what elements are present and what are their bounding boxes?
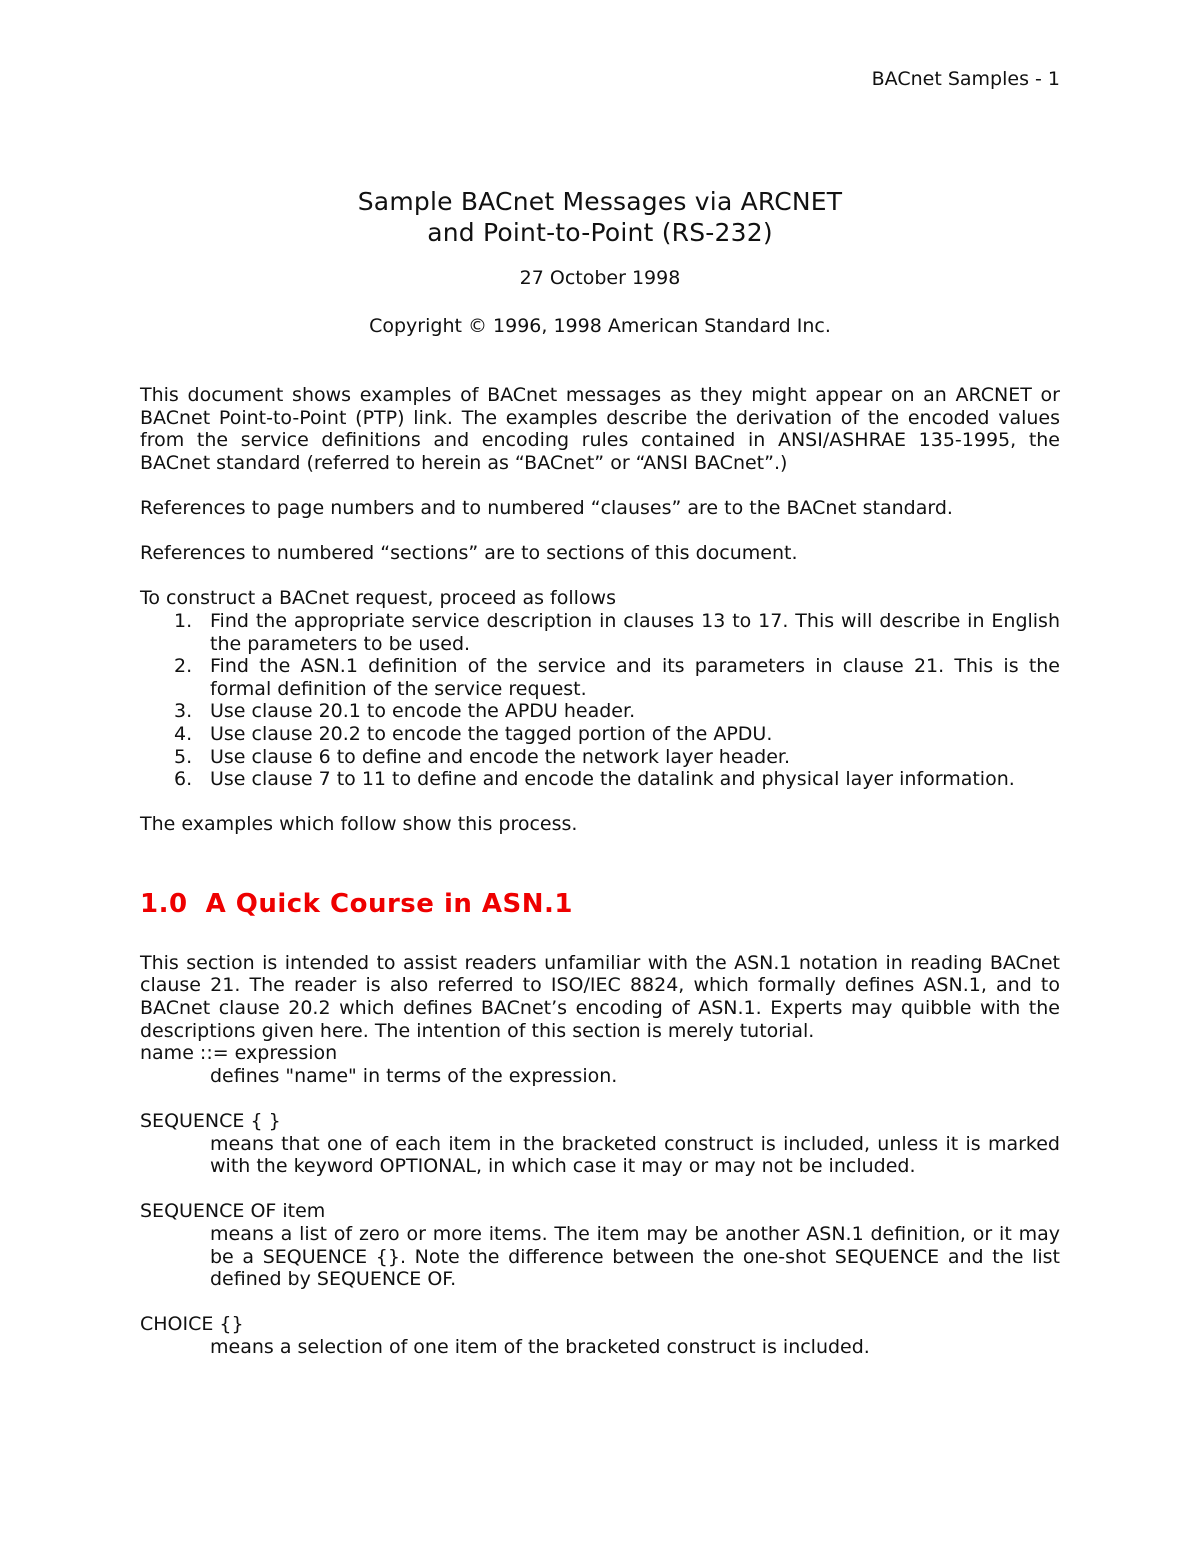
section-paragraph-1: This section is intended to assist readers unfamiliar with the ASN.1 notation in reading BACnet clause 21. The reader is also referred to ISO/IEC 8824, which formally defines ASN.1, and to BACnet clause 20.2 which defines BACnet’s encoding of ASN.1. Experts may quibble with the descriptions given here. The intention of this section is merely tutorial.: [140, 951, 1060, 1042]
definition-term: name ::= expression: [140, 1042, 338, 1065]
document-body: [140, 384, 1060, 1359]
step-number: 6.: [174, 768, 193, 791]
step-text: Use clause 20.2 to encode the tagged portion of the APDU.: [210, 722, 773, 745]
definition-description: defines "name" in terms of the expression.: [210, 1064, 618, 1087]
step-text: Use clause 7 to 11 to define and encode the datalink and physical layer information.: [210, 768, 1015, 791]
step-number: 3.: [174, 700, 193, 723]
document-page: [140, 0, 1060, 1553]
list-item: [140, 723, 1060, 746]
step-text: Use clause 20.1 to encode the APDU header.: [210, 700, 636, 723]
definition-term: SEQUENCE { }: [140, 1110, 281, 1133]
list-item: [140, 700, 1060, 723]
step-number: 1.: [174, 609, 193, 632]
copyright-notice: Copyright © 1996, 1998 American Standard Inc.: [369, 314, 831, 337]
list-item: [140, 610, 1060, 655]
step-text: Find the appropriate service description in clauses 13 to 17. This will describe in English the parameters to be used.: [210, 609, 1060, 655]
document-title: [140, 186, 1060, 248]
intro-paragraph-3: References to numbered “sections” are to sections of this document.: [140, 542, 798, 565]
procedure-steps: [140, 610, 1060, 791]
step-number: 2.: [174, 655, 193, 678]
title-block: [140, 186, 1060, 337]
step-text: Use clause 6 to define and encode the network layer header.: [210, 745, 791, 768]
step-text: Find the ASN.1 definition of the service and its parameters in clause 21. This is the formal definition of the service request.: [210, 655, 1060, 700]
definition-description: means that one of each item in the bracketed construct is included, unless it is marked with the keyword OPTIONAL, in which case it may or may not be included.: [210, 1132, 1060, 1178]
running-header: BACnet Samples - 1: [871, 68, 1060, 90]
section-number: 1.0: [140, 888, 188, 919]
section-heading: [140, 888, 1060, 920]
title-line-2: and Point-to-Point (RS-232): [427, 218, 773, 247]
intro-paragraph-2: References to page numbers and to numbered “clauses” are to the BACnet standard.: [140, 496, 953, 519]
definition-term: CHOICE {}: [140, 1313, 244, 1336]
list-item: [140, 746, 1060, 769]
list-item: [140, 768, 1060, 791]
intro-paragraph-1: This document shows examples of BACnet messages as they might appear on an ARCNET or BACnet Point-to-Point (PTP) link. The examples describe the derivation of the encoded values from the service definitions and encoding rules contained in ANSI/ASHRAE 135-1995, the BACnet standard (referred to herein as “BACnet” or “ANSI BACnet”.): [140, 384, 1060, 474]
intro-paragraph-4: To construct a BACnet request, proceed as follows: [140, 587, 616, 610]
step-number: 4.: [174, 722, 193, 745]
section-title: A Quick Course in ASN.1: [205, 888, 574, 919]
step-number: 5.: [174, 745, 193, 768]
list-item: [140, 655, 1060, 700]
definition-term: SEQUENCE OF item: [140, 1200, 326, 1223]
document-date: 27 October 1998: [519, 267, 681, 289]
title-line-1: Sample BACnet Messages via ARCNET: [357, 187, 843, 216]
definition-description: means a selection of one item of the bracketed construct is included.: [210, 1335, 870, 1358]
definition-description: means a list of zero or more items. The item may be another ASN.1 definition, or it may be a SEQUENCE {}. Note the difference between the one-shot SEQUENCE and the list defined by SEQUENCE OF.: [210, 1223, 1060, 1291]
intro-paragraph-5: The examples which follow show this process.: [140, 813, 578, 836]
